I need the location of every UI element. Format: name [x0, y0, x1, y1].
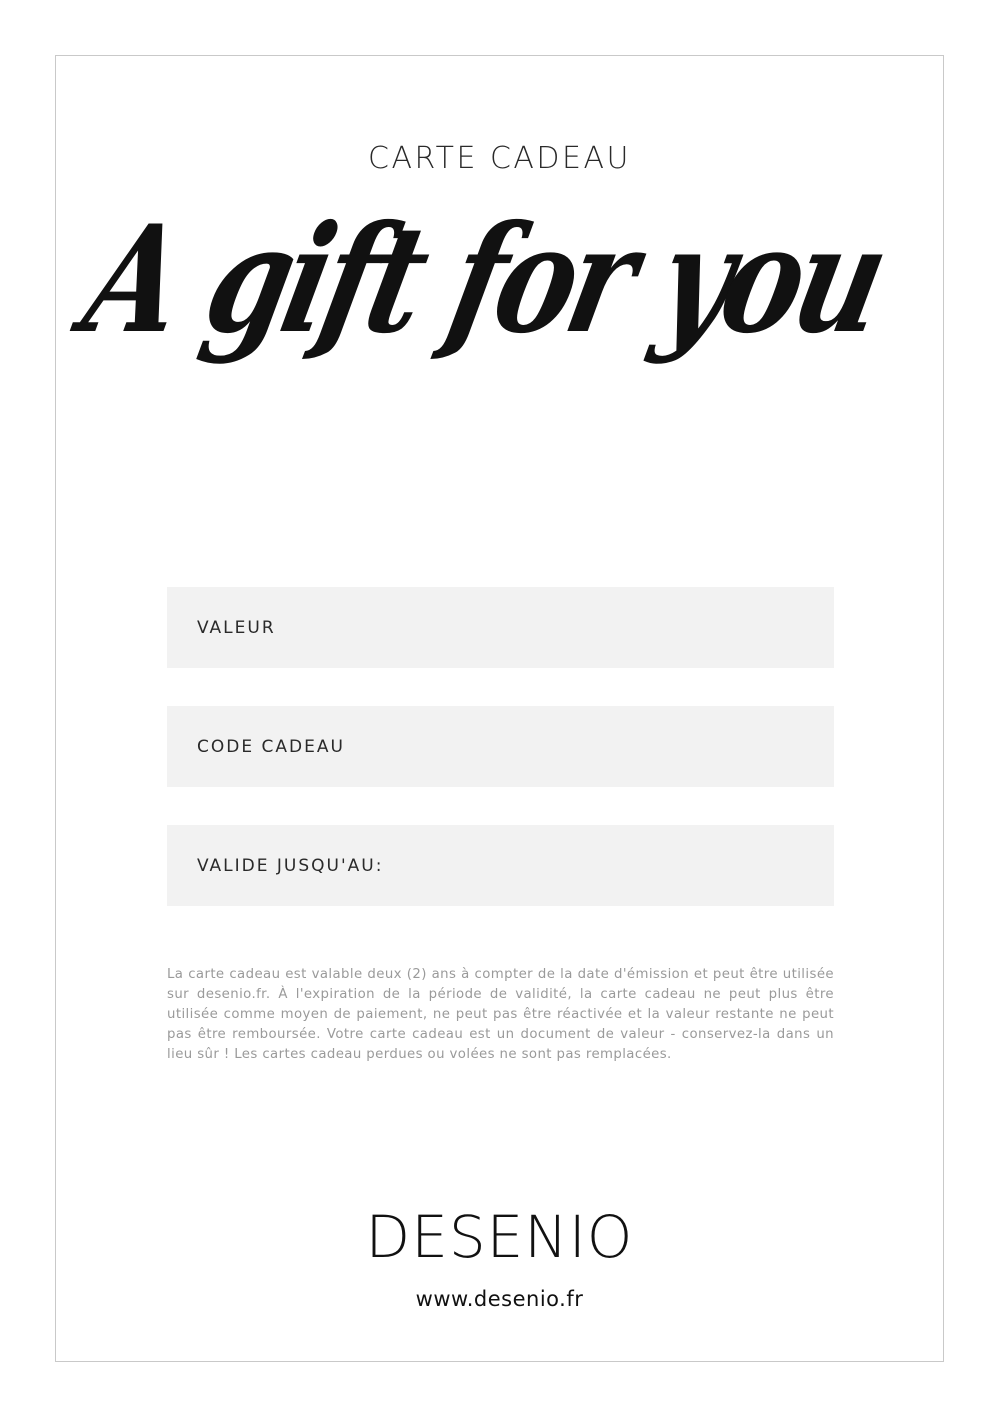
- script-title: A gift for you: [71, 192, 897, 366]
- website-url: www.desenio.fr: [415, 1287, 584, 1311]
- brand-logo: DESENIO: [365, 1203, 634, 1271]
- terms-text: La carte cadeau est valable deux (2) ans à compter de la date d'émission et peut être utilisée sur desenio.fr. À l'expiration de la période de validité, la carte cadeau ne peut plus être utilisée comme moyen de paiement, ne peut pas être réactivée et la valeur restante ne peut pas être remboursée. Votre carte cadeau est un document de valeur - conservez-la dans un lieu sûr ! Les cartes cadeau perdues ou volées ne sont pas remplacées.: [167, 967, 834, 1062]
- valid-until-field-label: VALIDE JUSQU'AU:: [197, 855, 384, 876]
- gift-code-field: [167, 706, 834, 787]
- gift-code-field-label: CODE CADEAU: [197, 736, 345, 757]
- card-heading: CARTE CADEAU: [368, 141, 631, 176]
- gift-card: [55, 55, 944, 1362]
- value-field: [167, 587, 834, 668]
- valid-until-field: [167, 825, 834, 906]
- value-field-label: VALEUR: [197, 617, 276, 638]
